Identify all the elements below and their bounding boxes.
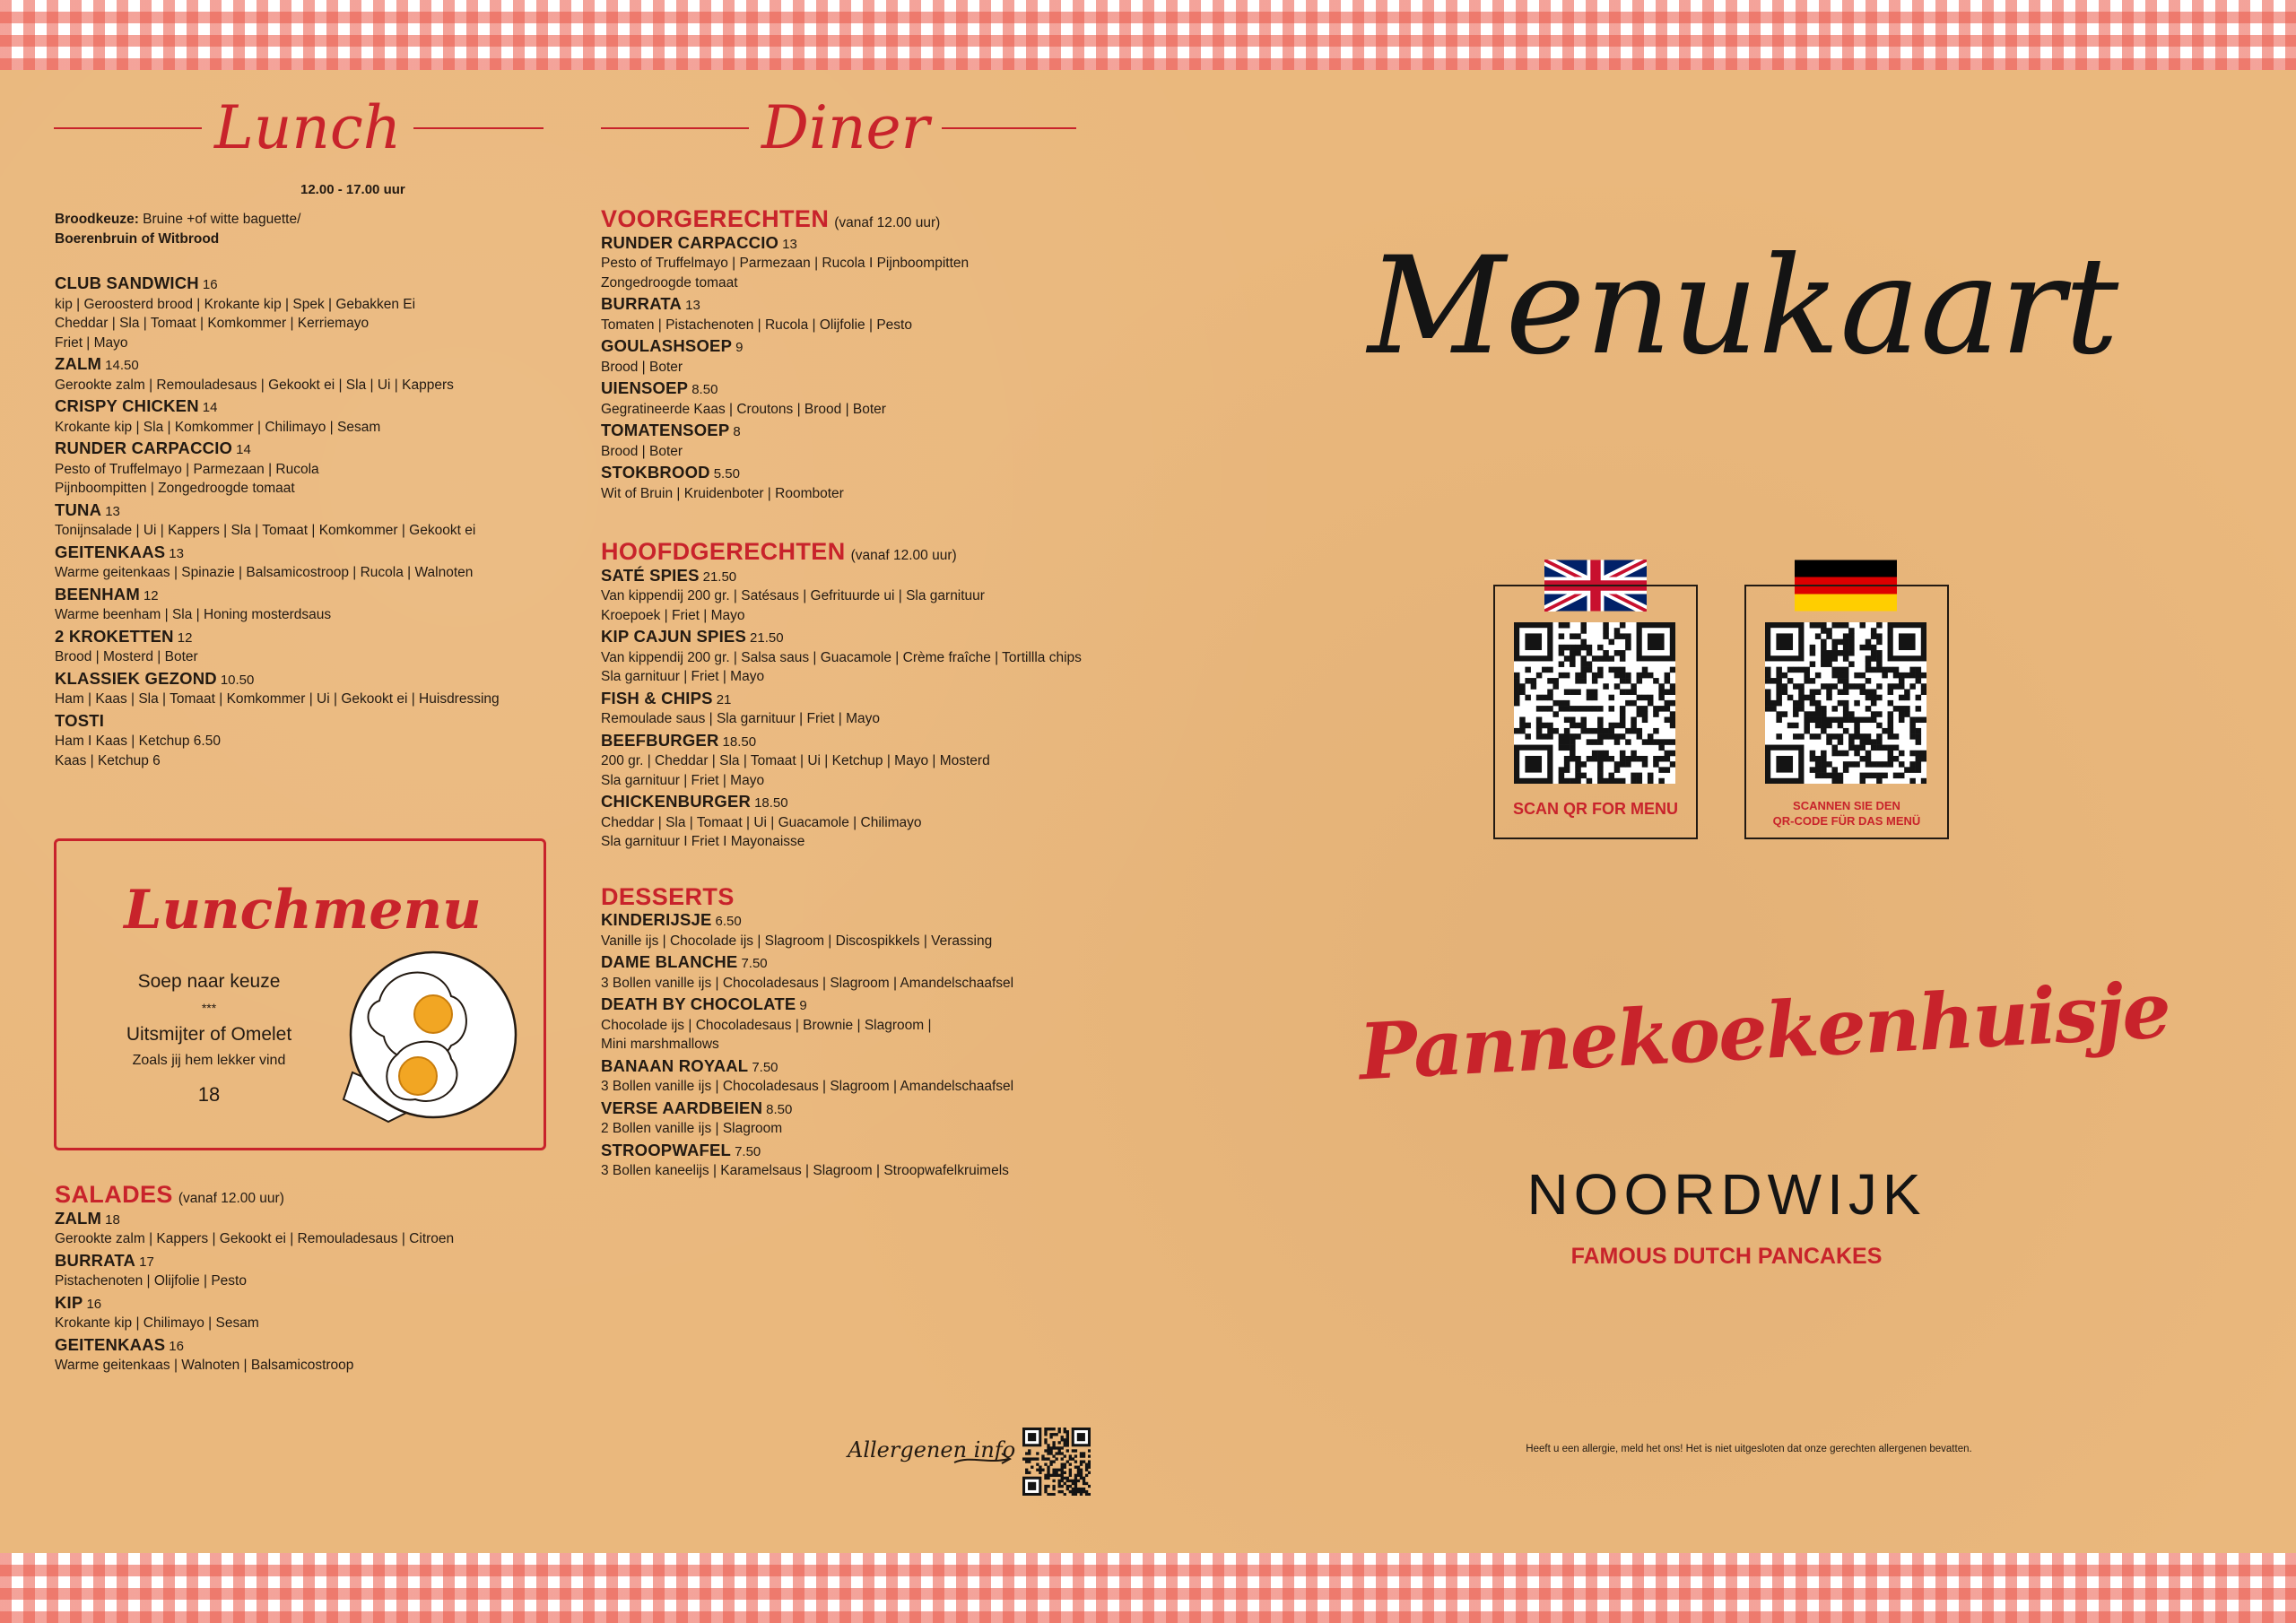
menukaart-title: Menukaart <box>1368 229 2119 385</box>
menu-item-description: Brood | Boter <box>601 443 683 459</box>
menu-item-name: STOKBROOD <box>601 463 710 482</box>
menu-item-description: Ham | Kaas | Sla | Tomaat | Komkommer | Ui | Gekookt ei | Huisdressing <box>55 691 500 707</box>
menu-item-price: 8 <box>733 424 741 439</box>
menu-item-header <box>601 1141 1121 1162</box>
menu-item-header <box>601 294 1121 316</box>
menu-item-name: BEEFBURGER <box>601 730 719 750</box>
diner-title: Diner <box>761 93 930 162</box>
menu-item-description: Gerookte zalm | Remouladesaus | Gekookt ei | Sla | Ui | Kappers <box>55 377 454 393</box>
menu-item-name: GOULASHSOEP <box>601 336 733 355</box>
bread-choice <box>55 210 557 230</box>
voorgerechten-items <box>601 233 1121 504</box>
menu-item-price: 17 <box>139 1254 154 1270</box>
menu-item-description: Tomaten | Pistachenoten | Rucola | Olijfolie | Pesto <box>601 317 912 333</box>
menu-item <box>601 566 1121 626</box>
menu-item-name: STROOPWAFEL <box>601 1140 732 1159</box>
menu-item-name: VERSE AARDBEIEN <box>601 1098 763 1117</box>
menu-item-description: Gegratineerde Kaas | Croutons | Brood | Boter <box>601 401 886 417</box>
menu-item-header <box>601 792 1121 813</box>
hoofdgerechten-heading <box>601 538 1121 566</box>
qr-box-german <box>1744 585 1949 839</box>
menu-item-name: CRISPY CHICKEN <box>55 396 199 415</box>
hoofdgerechten-items <box>601 566 1121 852</box>
menu-item-price: 9 <box>799 998 807 1013</box>
menu-item <box>601 336 1121 377</box>
menu-item-price: 9 <box>735 340 744 355</box>
menu-item-price: 16 <box>202 277 218 292</box>
menu-item-header <box>55 396 557 418</box>
menu-item-header <box>601 627 1121 648</box>
menu-item-name: UIENSOEP <box>601 378 689 397</box>
menu-item-header <box>55 273 557 295</box>
menu-item-header <box>55 438 557 460</box>
menu-item <box>55 711 557 771</box>
qr-pattern <box>1514 622 1675 784</box>
qr-de-caption-1: SCANNEN SIE DEN <box>1793 799 1900 812</box>
menu-item-price: 14.50 <box>105 358 139 373</box>
menu-item <box>601 378 1121 419</box>
menu-item <box>601 910 1121 950</box>
menu-item-header <box>55 711 557 733</box>
menu-item <box>601 689 1121 729</box>
menu-item-description: 2 Bollen vanille ijs | Slagroom <box>601 1121 783 1136</box>
menu-item-price: 13 <box>105 503 120 519</box>
brand-city: NOORDWIJK <box>1526 1162 1926 1227</box>
brand-script-logo: Pannekoekenhuisje <box>1356 965 2172 1098</box>
lunchmenu-line-3: Zoals jij hem lekker vind <box>132 1053 286 1068</box>
menu-item <box>55 438 557 499</box>
lunch-hours: 12.00 - 17.00 uur <box>300 182 405 197</box>
menu-item-description: Pesto of Truffelmayo | Parmezaan | Rucola I Pijnboompitten Zongedroogde tomaat <box>601 256 970 291</box>
menu-item <box>601 1056 1121 1097</box>
menu-item-description: Brood | Boter <box>601 359 683 375</box>
menu-item-description: 3 Bollen vanille ijs | Chocoladesaus | Slagroom | Amandelschaafsel <box>601 1079 1014 1094</box>
menu-item-description: Cheddar | Sla | Tomaat | Ui | Guacamole | Chilimayo Sla garnituur I Friet I Mayonaisse <box>601 814 922 849</box>
menu-item <box>601 294 1121 334</box>
menu-item-name: BURRATA <box>601 294 683 313</box>
menu-item-header <box>601 421 1121 442</box>
menu-item-name: FISH & CHIPS <box>601 688 713 707</box>
menu-item <box>55 669 557 709</box>
heading-rule-right <box>942 127 1076 129</box>
menu-item-header <box>601 952 1121 974</box>
voorgerechten-title: VOORGERECHTEN <box>601 205 830 232</box>
menu-item-description: Pistachenoten | Olijfolie | Pesto <box>55 1273 247 1289</box>
menu-item <box>601 1098 1121 1139</box>
brand-tagline: FAMOUS DUTCH PANCAKES <box>1570 1244 1883 1269</box>
menu-item-price: 5.50 <box>713 466 740 482</box>
menu-item <box>55 500 557 541</box>
menu-item-description: Krokante kip | Chilimayo | Sesam <box>55 1315 259 1331</box>
menu-item-price: 18.50 <box>754 795 788 811</box>
allergy-note: Heeft u een allergie, meld het ons! Het is niet uitgesloten dat onze gerechten allergenen bevatten. <box>1526 1444 1972 1454</box>
menu-item-name: BURRATA <box>55 1250 136 1270</box>
voorgerechten-heading <box>601 205 1121 233</box>
heading-rule-left <box>601 127 749 129</box>
menu-item-header <box>55 1293 557 1315</box>
allergen-qr-code[interactable] <box>1022 1428 1091 1496</box>
menu-item-name: BANAAN ROYAAL <box>601 1055 749 1075</box>
menu-item-header <box>55 1335 557 1357</box>
desserts-heading <box>601 882 1121 911</box>
menu-item <box>601 952 1121 993</box>
diner-heading <box>601 93 1076 162</box>
menu-item-price: 10.50 <box>220 672 255 688</box>
menu-item-price: 8.50 <box>766 1101 793 1117</box>
menu-item-name: KIP <box>55 1292 83 1312</box>
menu-item-name: TUNA <box>55 499 102 519</box>
menu-item <box>55 542 557 583</box>
menu-item-description: Van kippendij 200 gr. | Satésaus | Gefrituurde ui | Sla garnituur Kroepoek | Friet | Mayo <box>601 588 985 623</box>
menu-item-description: Wit of Bruin | Kruidenboter | Roomboter <box>601 485 844 501</box>
menu-item <box>55 273 557 352</box>
menu-item-description: Vanille ijs | Chocolade ijs | Slagroom | Discospikkels | Verassing <box>601 933 993 949</box>
menu-item-price: 21.50 <box>702 568 737 585</box>
menu-item <box>55 585 557 625</box>
menu-item-name: KIP CAJUN SPIES <box>601 627 747 646</box>
menu-item-header <box>601 463 1121 484</box>
qr-de-caption-2: QR-CODE FÜR DAS MENÜ <box>1772 814 1921 828</box>
menu-item <box>55 396 557 437</box>
menu-item <box>55 1251 557 1291</box>
menu-item-price: 8.50 <box>691 382 718 397</box>
lunch-items <box>55 273 557 770</box>
menu-item <box>601 421 1121 461</box>
allergen-info-label: Allergenen info <box>848 1437 1016 1462</box>
menu-item-description: 3 Bollen vanille ijs | Chocoladesaus | Slagroom | Amandelschaafsel <box>601 975 1014 991</box>
menu-item-description: Warme geitenkaas | Walnoten | Balsamicostroop <box>55 1358 354 1373</box>
lunchmenu-box <box>54 838 546 1150</box>
lunchmenu-price: 18 <box>197 1083 221 1106</box>
menu-item-description: Krokante kip | Sla | Komkommer | Chilimayo | Sesam <box>55 419 381 435</box>
lunchmenu-title: Lunchmenu <box>124 879 482 942</box>
menu-item <box>601 627 1121 687</box>
menu-item-price: 18 <box>105 1211 120 1228</box>
salades-column <box>55 1181 557 1377</box>
menu-item-price: 7.50 <box>741 956 768 971</box>
menu-item-price: 6.50 <box>715 914 742 929</box>
menu-item <box>55 354 557 395</box>
menu-item-name: DAME BLANCHE <box>601 952 738 971</box>
menu-item <box>601 463 1121 503</box>
desserts-items <box>601 910 1121 1181</box>
menu-item-header <box>601 994 1121 1016</box>
menu-item-name: SATÉ SPIES <box>601 565 700 585</box>
menu-item-price: 21.50 <box>750 630 784 646</box>
voorgerechten-note: (vanaf 12.00 uur) <box>834 215 941 230</box>
menu-item-price: 14 <box>236 442 251 457</box>
salades-heading <box>55 1181 557 1209</box>
desserts-title: DESSERTS <box>601 882 735 910</box>
menu-item <box>55 627 557 667</box>
menu-item-price: 12 <box>143 587 159 603</box>
heading-rule-right <box>413 127 544 129</box>
menu-item-header <box>601 566 1121 587</box>
menu-item-price: 12 <box>177 629 193 646</box>
menu-item <box>601 233 1121 293</box>
german-menu-qr-code[interactable] <box>1765 622 1926 784</box>
qr-en-caption: SCAN QR FOR MENU <box>1513 800 1678 818</box>
menu-item-price: 16 <box>86 1296 102 1312</box>
menu-item-name: BEENHAM <box>55 584 140 603</box>
salades-title: SALADES <box>55 1181 173 1208</box>
menu-item-header <box>55 500 557 522</box>
heading-rule-left <box>54 127 202 129</box>
menu-item-price: 7.50 <box>735 1143 761 1159</box>
menu-item-name: TOSTI <box>55 710 105 730</box>
menu-item-price: 13 <box>169 545 184 561</box>
menu-item <box>55 1209 557 1249</box>
menu-item-price: 13 <box>685 298 700 313</box>
menu-item-price: 14 <box>202 400 218 415</box>
menu-item-name: RUNDER CARPACCIO <box>601 232 779 252</box>
menu-item-header <box>601 1098 1121 1120</box>
gingham-border-top <box>0 0 2296 70</box>
qr-box-english <box>1493 585 1698 839</box>
menu-item <box>601 1141 1121 1181</box>
menu-item-header <box>601 689 1121 710</box>
menu-item-header <box>55 669 557 690</box>
menu-item-header <box>55 1251 557 1272</box>
menu-item-header <box>601 233 1121 255</box>
menu-item-description: Chocolade ijs | Chocoladesaus | Brownie | Slagroom | Mini marshmallows <box>601 1017 932 1052</box>
menu-item <box>55 1293 557 1333</box>
qr-pattern <box>1765 622 1926 784</box>
menu-item-description: Warme geitenkaas | Spinazie | Balsamicostroop | Rucola | Walnoten <box>55 565 474 580</box>
gingham-border-bottom <box>0 1553 2296 1623</box>
menu-item-header <box>601 910 1121 932</box>
menu-item-name: GEITENKAAS <box>55 1334 166 1354</box>
lunchmenu-separator: *** <box>201 1001 217 1015</box>
menu-item-header <box>601 1056 1121 1078</box>
hoofdgerechten-note: (vanaf 12.00 uur) <box>850 548 957 563</box>
menu-item-name: KLASSIEK GEZOND <box>55 668 217 688</box>
english-menu-qr-code[interactable] <box>1514 622 1675 784</box>
menu-item-price: 21 <box>716 691 732 707</box>
bread-choice-text: Bruine +of witte baguette/ <box>138 212 301 227</box>
menu-item-name: CHICKENBURGER <box>601 792 752 811</box>
menu-item-description: Gerookte zalm | Kappers | Gekookt ei | Remouladesaus | Citroen <box>55 1231 455 1246</box>
menu-item-description: Pesto of Truffelmayo | Parmezaan | Rucola Pijnboompitten | Zongedroogde tomaat <box>55 461 319 496</box>
qr-pattern <box>1022 1428 1091 1496</box>
menu-item-header <box>601 731 1121 752</box>
menu-item-name: CLUB SANDWICH <box>55 273 199 292</box>
menu-item-name: ZALM <box>55 354 102 373</box>
menu-item-header <box>601 378 1121 400</box>
menu-item-price: 13 <box>782 236 797 252</box>
menu-item-name: TOMATENSOEP <box>601 421 730 439</box>
salades-note: (vanaf 12.00 uur) <box>178 1191 284 1206</box>
menu-item-name: KINDERIJSJE <box>601 910 712 929</box>
menu-item-description: Ham I Kaas | Ketchup 6.50 Kaas | Ketchup 6 <box>55 733 221 768</box>
menu-item-header <box>601 336 1121 358</box>
menu-item <box>601 792 1121 852</box>
fried-eggs-plate-illustration <box>326 947 523 1126</box>
menu-item-name: RUNDER CARPACCIO <box>55 438 233 457</box>
menu-item-header <box>55 542 557 564</box>
lunchmenu-line-1: Soep naar keuze <box>137 971 281 992</box>
menu-item-price: 16 <box>169 1338 184 1354</box>
menu-item-name: ZALM <box>55 1208 102 1228</box>
arrow-right-icon <box>952 1450 1015 1468</box>
hoofdgerechten-title: HOOFDGERECHTEN <box>601 538 846 565</box>
diner-column <box>601 205 1121 1183</box>
menu-item <box>601 731 1121 791</box>
menu-item-name: GEITENKAAS <box>55 542 166 561</box>
menu-item-description: Warme beenham | Sla | Honing mosterdsaus <box>55 607 332 622</box>
menu-item-name: 2 KROKETTEN <box>55 626 174 646</box>
menu-item <box>601 994 1121 1055</box>
menu-item-price: 7.50 <box>752 1059 778 1075</box>
salades-items <box>55 1209 557 1376</box>
menu-item-description: Brood | Mosterd | Boter <box>55 649 198 664</box>
bread-choice-label: Broodkeuze: <box>55 212 139 227</box>
menu-item <box>55 1335 557 1376</box>
lunch-title: Lunch <box>214 93 402 162</box>
menu-item-header <box>55 627 557 648</box>
menu-item-header <box>55 1209 557 1230</box>
menu-item-description: Tonijnsalade | Ui | Kappers | Sla | Tomaat | Komkommer | Gekookt ei <box>55 523 476 538</box>
bread-choice-text-2: Boerenbruin of Witbrood <box>55 230 220 247</box>
menu-item-price: 18.50 <box>722 733 757 750</box>
menu-item-description: Remoulade saus | Sla garnituur | Friet | Mayo <box>601 711 881 726</box>
lunch-heading <box>54 93 544 162</box>
menu-item-name: DEATH BY CHOCOLATE <box>601 994 796 1013</box>
menu-item-description: Van kippendij 200 gr. | Salsa saus | Guacamole | Crème fraîche | Tortillla chips Sla garnituur | Friet | Mayo <box>601 649 1082 684</box>
menu-item-description: kip | Geroosterd brood | Krokante kip | Spek | Gebakken Ei Cheddar | Sla | Tomaat | Komkommer | Kerriemayo Friet | Mayo <box>55 296 416 351</box>
menu-item-description: 200 gr. | Cheddar | Sla | Tomaat | Ui | Ketchup | Mayo | Mosterd Sla garnituur | Friet | Mayo <box>601 753 990 788</box>
menu-item-header <box>55 585 557 606</box>
lunchmenu-line-2: Uitsmijter of Omelet <box>126 1024 292 1045</box>
lunch-column <box>55 210 557 772</box>
menu-item-description: 3 Bollen kaneelijs | Karamelsaus | Slagroom | Stroopwafelkruimels <box>601 1163 1009 1178</box>
menu-item-header <box>55 354 557 376</box>
